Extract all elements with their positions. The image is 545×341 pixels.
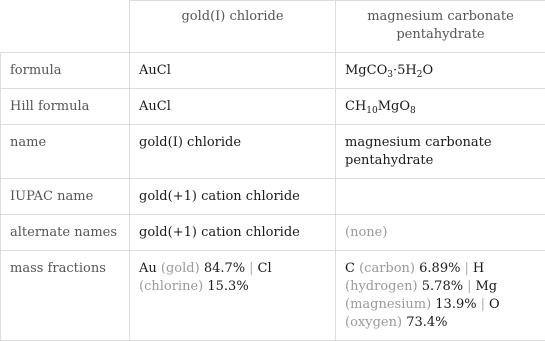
element-fraction: 6.89% bbox=[419, 261, 460, 276]
element-symbol: Au bbox=[139, 261, 157, 276]
element-symbol: H bbox=[473, 261, 484, 276]
element-name: (gold) bbox=[161, 261, 200, 276]
separator: | bbox=[245, 261, 257, 276]
row-label-formula: formula bbox=[1, 53, 130, 89]
row-label-alternate-names: alternate names bbox=[1, 215, 130, 251]
element-name: (oxygen) bbox=[345, 315, 402, 330]
row-label-name: name bbox=[1, 125, 130, 179]
formula-magnesium: $MgCO_3\cdot 5H_2O$ bbox=[336, 53, 545, 89]
header-gold-chloride: gold(I) chloride bbox=[130, 1, 336, 53]
element-symbol: C bbox=[345, 261, 355, 276]
element-name: (hydrogen) bbox=[345, 279, 418, 294]
iupac-gold: gold(+1) cation chloride bbox=[130, 179, 336, 215]
element-fraction: 13.9% bbox=[435, 297, 476, 312]
element-symbol: Cl bbox=[258, 261, 272, 276]
alt-names-gold: gold(+1) cation chloride bbox=[130, 215, 336, 251]
header-row bbox=[1, 1, 545, 53]
element-fraction: 73.4% bbox=[406, 315, 447, 330]
hill-formula-magnesium: $CH_{10}MgO_8$ bbox=[336, 89, 545, 125]
table-row bbox=[1, 179, 545, 215]
hill-formula-gold: AuCl bbox=[130, 89, 336, 125]
table-row bbox=[1, 89, 545, 125]
separator: | bbox=[460, 261, 472, 276]
name-gold: gold(I) chloride bbox=[130, 125, 336, 179]
element-fraction: 5.78% bbox=[422, 279, 463, 294]
row-label-iupac-name: IUPAC name bbox=[1, 179, 130, 215]
alt-names-magnesium: (none) bbox=[336, 215, 545, 251]
header-empty-cell bbox=[1, 1, 130, 53]
table-row bbox=[1, 53, 545, 89]
separator: | bbox=[463, 279, 475, 294]
element-symbol: Mg bbox=[475, 279, 497, 294]
table-row bbox=[1, 215, 545, 251]
mass-fractions-gold bbox=[130, 251, 336, 341]
row-label-mass-fractions: mass fractions bbox=[1, 251, 130, 341]
table-row bbox=[1, 251, 545, 341]
element-fraction: 84.7% bbox=[204, 261, 245, 276]
row-label-hill-formula: Hill formula bbox=[1, 89, 130, 125]
table-row bbox=[1, 125, 545, 179]
header-magnesium-carbonate: magnesium carbonate pentahydrate bbox=[336, 1, 545, 53]
element-symbol: O bbox=[489, 297, 500, 312]
name-magnesium: magnesium carbonate pentahydrate bbox=[336, 125, 545, 179]
mass-fractions-magnesium bbox=[336, 251, 545, 341]
element-name: (magnesium) bbox=[345, 297, 431, 312]
separator: | bbox=[477, 297, 489, 312]
iupac-magnesium bbox=[336, 179, 545, 215]
element-name: (chlorine) bbox=[139, 279, 203, 294]
element-fraction: 15.3% bbox=[207, 279, 248, 294]
formula-gold: AuCl bbox=[130, 53, 336, 89]
element-name: (carbon) bbox=[359, 261, 415, 276]
